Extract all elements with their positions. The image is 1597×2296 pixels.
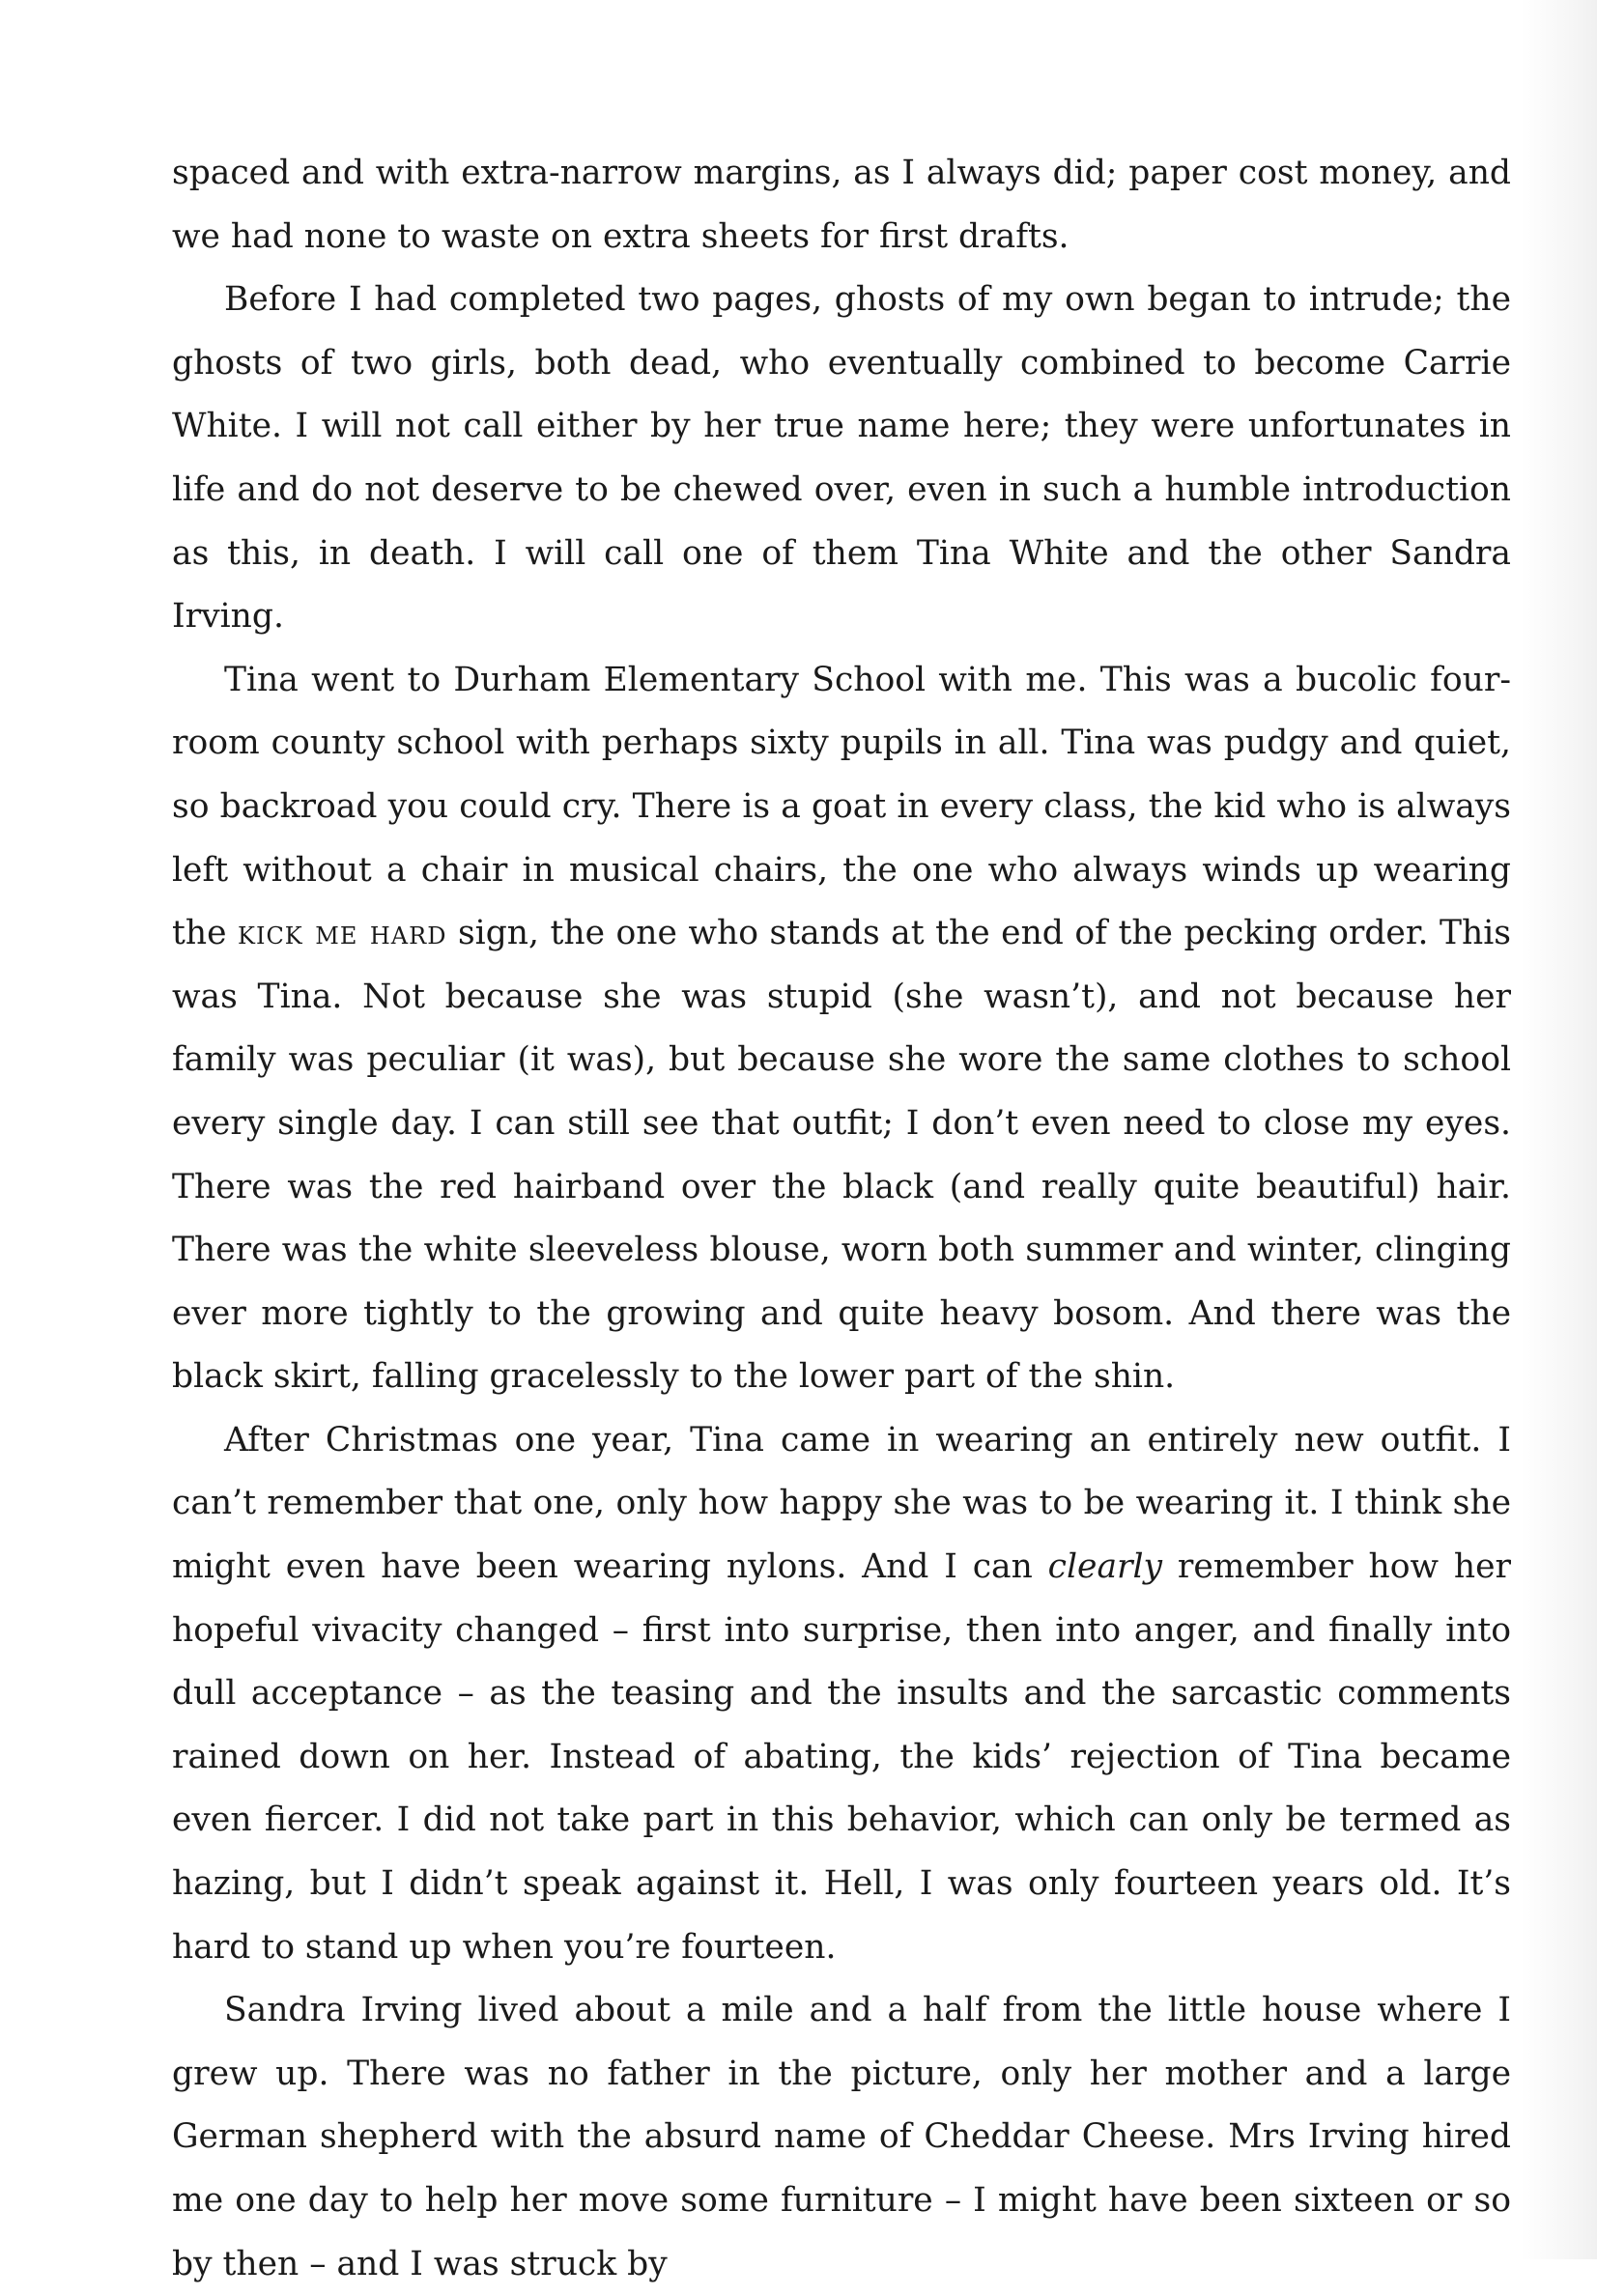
paragraph-4-before: After Christmas one year, Tina came in wearing an entirely new outfit. I can’t remember that one, only how happy she was to be wearing it. I think she might even have been wearing nylons. And I can — [172, 1420, 1511, 1587]
paragraph-5: Sandra Irving lived about a mile and a half from the little house where I grew up. There was no father in the picture, only her mother and a large German shepherd with the absurd name of Cheddar Cheese. Mrs Irving hired me one day to help her move some furniture – I might have been sixteen or so by then – and I was struck by — [172, 1991, 1511, 2283]
kick-me-hard-sign: kick me hard — [238, 914, 447, 953]
paragraph-2: Before I had completed two pages, ghosts of my own began to intrude; the ghosts of two girls, both dead, who eventually combined to become Carrie White. I will not call either by her true name here; they were unfortunates in life and do not deserve to be chewed over, even in such a humble introduction as this, in death. I will call one of them Tina White and the other Sandra Irving. — [172, 280, 1511, 637]
page-edge-shadow — [1520, 0, 1597, 2259]
clearly-emphasis: clearly — [1047, 1547, 1163, 1587]
paragraph-1: spaced and with extra-narrow margins, as I always did; paper cost money, and we had none to waste on extra sheets for first drafts. — [172, 154, 1511, 256]
paragraph-3 — [172, 649, 1511, 1409]
paragraph-3-after: sign, the one who stands at the end of the pecking order. This was Tina. Not because she was stupid (she wasn’t), and not because her family was peculiar (it was), but because she wore the same clothes to school every single day. I can still see that outfit; I don’t even need to close my eyes. There was the red hairband over the black (and really quite beautiful) hair. There was the white sleeveless blouse, worn both summer and winter, clinging ever more tightly to the growing and quite heavy bosom. And there was the black skirt, falling gracelessly to the lower part of the shin. — [172, 914, 1511, 1397]
paragraph-3-before: Tina went to Durham Elementary School with me. This was a bucolic four-room county school with perhaps sixty pupils in all. Tina was pudgy and quiet, so backroad you could cry. There is a goat in every class, the kid who is always left without a chair in musical chairs, the one who always winds up wearing the — [172, 660, 1511, 953]
body-text — [172, 142, 1511, 2296]
paragraph-4 — [172, 1409, 1511, 1979]
paragraph-4-after: remember how her hopeful vivacity changed – first into surprise, then into anger, and finally into dull acceptance – as the teasing and the insults and the sarcastic comments rained down on her. Instead of abating, the kids’ rejection of Tina became even fiercer. I did not take part in this behavior, which can only be termed as hazing, but I didn’t speak against it. Hell, I was only fourteen years old. It’s hard to stand up when you’re fourteen. — [172, 1547, 1511, 1967]
